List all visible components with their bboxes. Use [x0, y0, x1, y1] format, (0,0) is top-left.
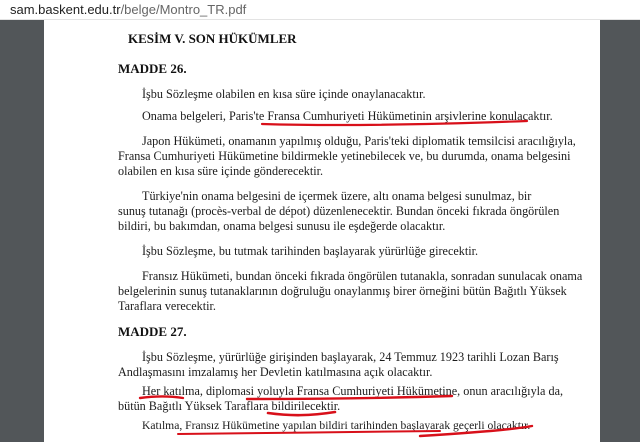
madde-26-paragraph-2: Onama belgeleri, Paris'te Fransa Cumhuriyeti Hükümetinin arşivlerine konulacaktır.	[142, 109, 553, 123]
pdf-viewer-right-margin	[600, 20, 640, 442]
madde-26-paragraph-4-line-3: bildiri, bu bakımdan, onama belgesi sunusu ile eşdeğerde olacaktır.	[118, 219, 446, 233]
pdf-viewer-left-margin	[0, 20, 44, 442]
madde-26-paragraph-4-line-1: Türkiye'nin onama belgesini de içermek üzere, altı onama belgesi sunulmaz, bir	[142, 189, 532, 203]
madde-26-paragraph-6-line-2: belgelerinin sunuş tutanaklarının doğruluğu onaylanmış birer örneğini bütün Bağıtlı Yüksek	[118, 284, 567, 298]
url-host: sam.baskent.edu.tr	[10, 2, 121, 17]
madde-26-paragraph-4-line-2: sunuş tutanağı (procès-verbal de dépot) düzenlenecektir. Bundan önceki fıkrada öngörülen	[118, 204, 560, 218]
madde-26-paragraph-3-line-2: Fransa Cumhuriyeti Hükümetine bildirmekle yetinebilecek ve, bu durumda, onama belgesini	[118, 149, 571, 163]
madde-27-paragraph-1-line-1: İşbu Sözleşme, yürürlüğe girişinden başlayarak, 24 Temmuz 1923 tarihli Lozan Barış	[142, 350, 559, 364]
madde-26-paragraph-6-line-1: Fransız Hükümeti, bundan önceki fıkrada öngörülen tutanakla, sonradan sunulacak onama	[142, 269, 583, 283]
madde-27-paragraph-2-line-2: bütün Bağıtlı Yüksek Taraflara bildirilecektir.	[118, 399, 341, 413]
madde-27-paragraph-1-line-2: Andlaşmasını imzalamış her Devletin katılmasına açık olacaktır.	[118, 365, 433, 379]
madde-27-paragraph-3: Katılma, Fransız Hükümetine yapılan bildiri tarihinden başlayarak geçerli olacaktır.	[142, 419, 531, 432]
madde-26-paragraph-3-line-3: olabilen en kısa süre içinde gönderecektir.	[118, 164, 324, 178]
madde-26-paragraph-1: İşbu Sözleşme olabilen en kısa süre içinde onaylanacaktır.	[142, 87, 426, 101]
section-title: KESİM V. SON HÜKÜMLER	[128, 31, 297, 46]
madde-26-heading: MADDE 26.	[118, 61, 187, 76]
madde-27-heading: MADDE 27.	[118, 324, 187, 339]
madde-27-paragraph-2-line-1: Her katılma, diplomasi yoluyla Fransa Cumhuriyeti Hükümetine, onun aracılığıyla da,	[142, 384, 564, 398]
madde-26-paragraph-6-line-3: Taraflara verecektir.	[118, 299, 216, 313]
url-path: /belge/Montro_TR.pdf	[120, 2, 247, 17]
address-bar[interactable]	[0, 0, 640, 20]
madde-26-paragraph-3-line-1: Japon Hükümeti, onamanın yapılmış olduğu, Paris'teki diplomatik temsilcisi aracılığıyla,	[142, 134, 576, 148]
madde-26-paragraph-5: İşbu Sözleşme, bu tutmak tarihinden başlayarak yürürlüğe girecektir.	[142, 244, 479, 258]
address-url[interactable]	[10, 2, 246, 17]
